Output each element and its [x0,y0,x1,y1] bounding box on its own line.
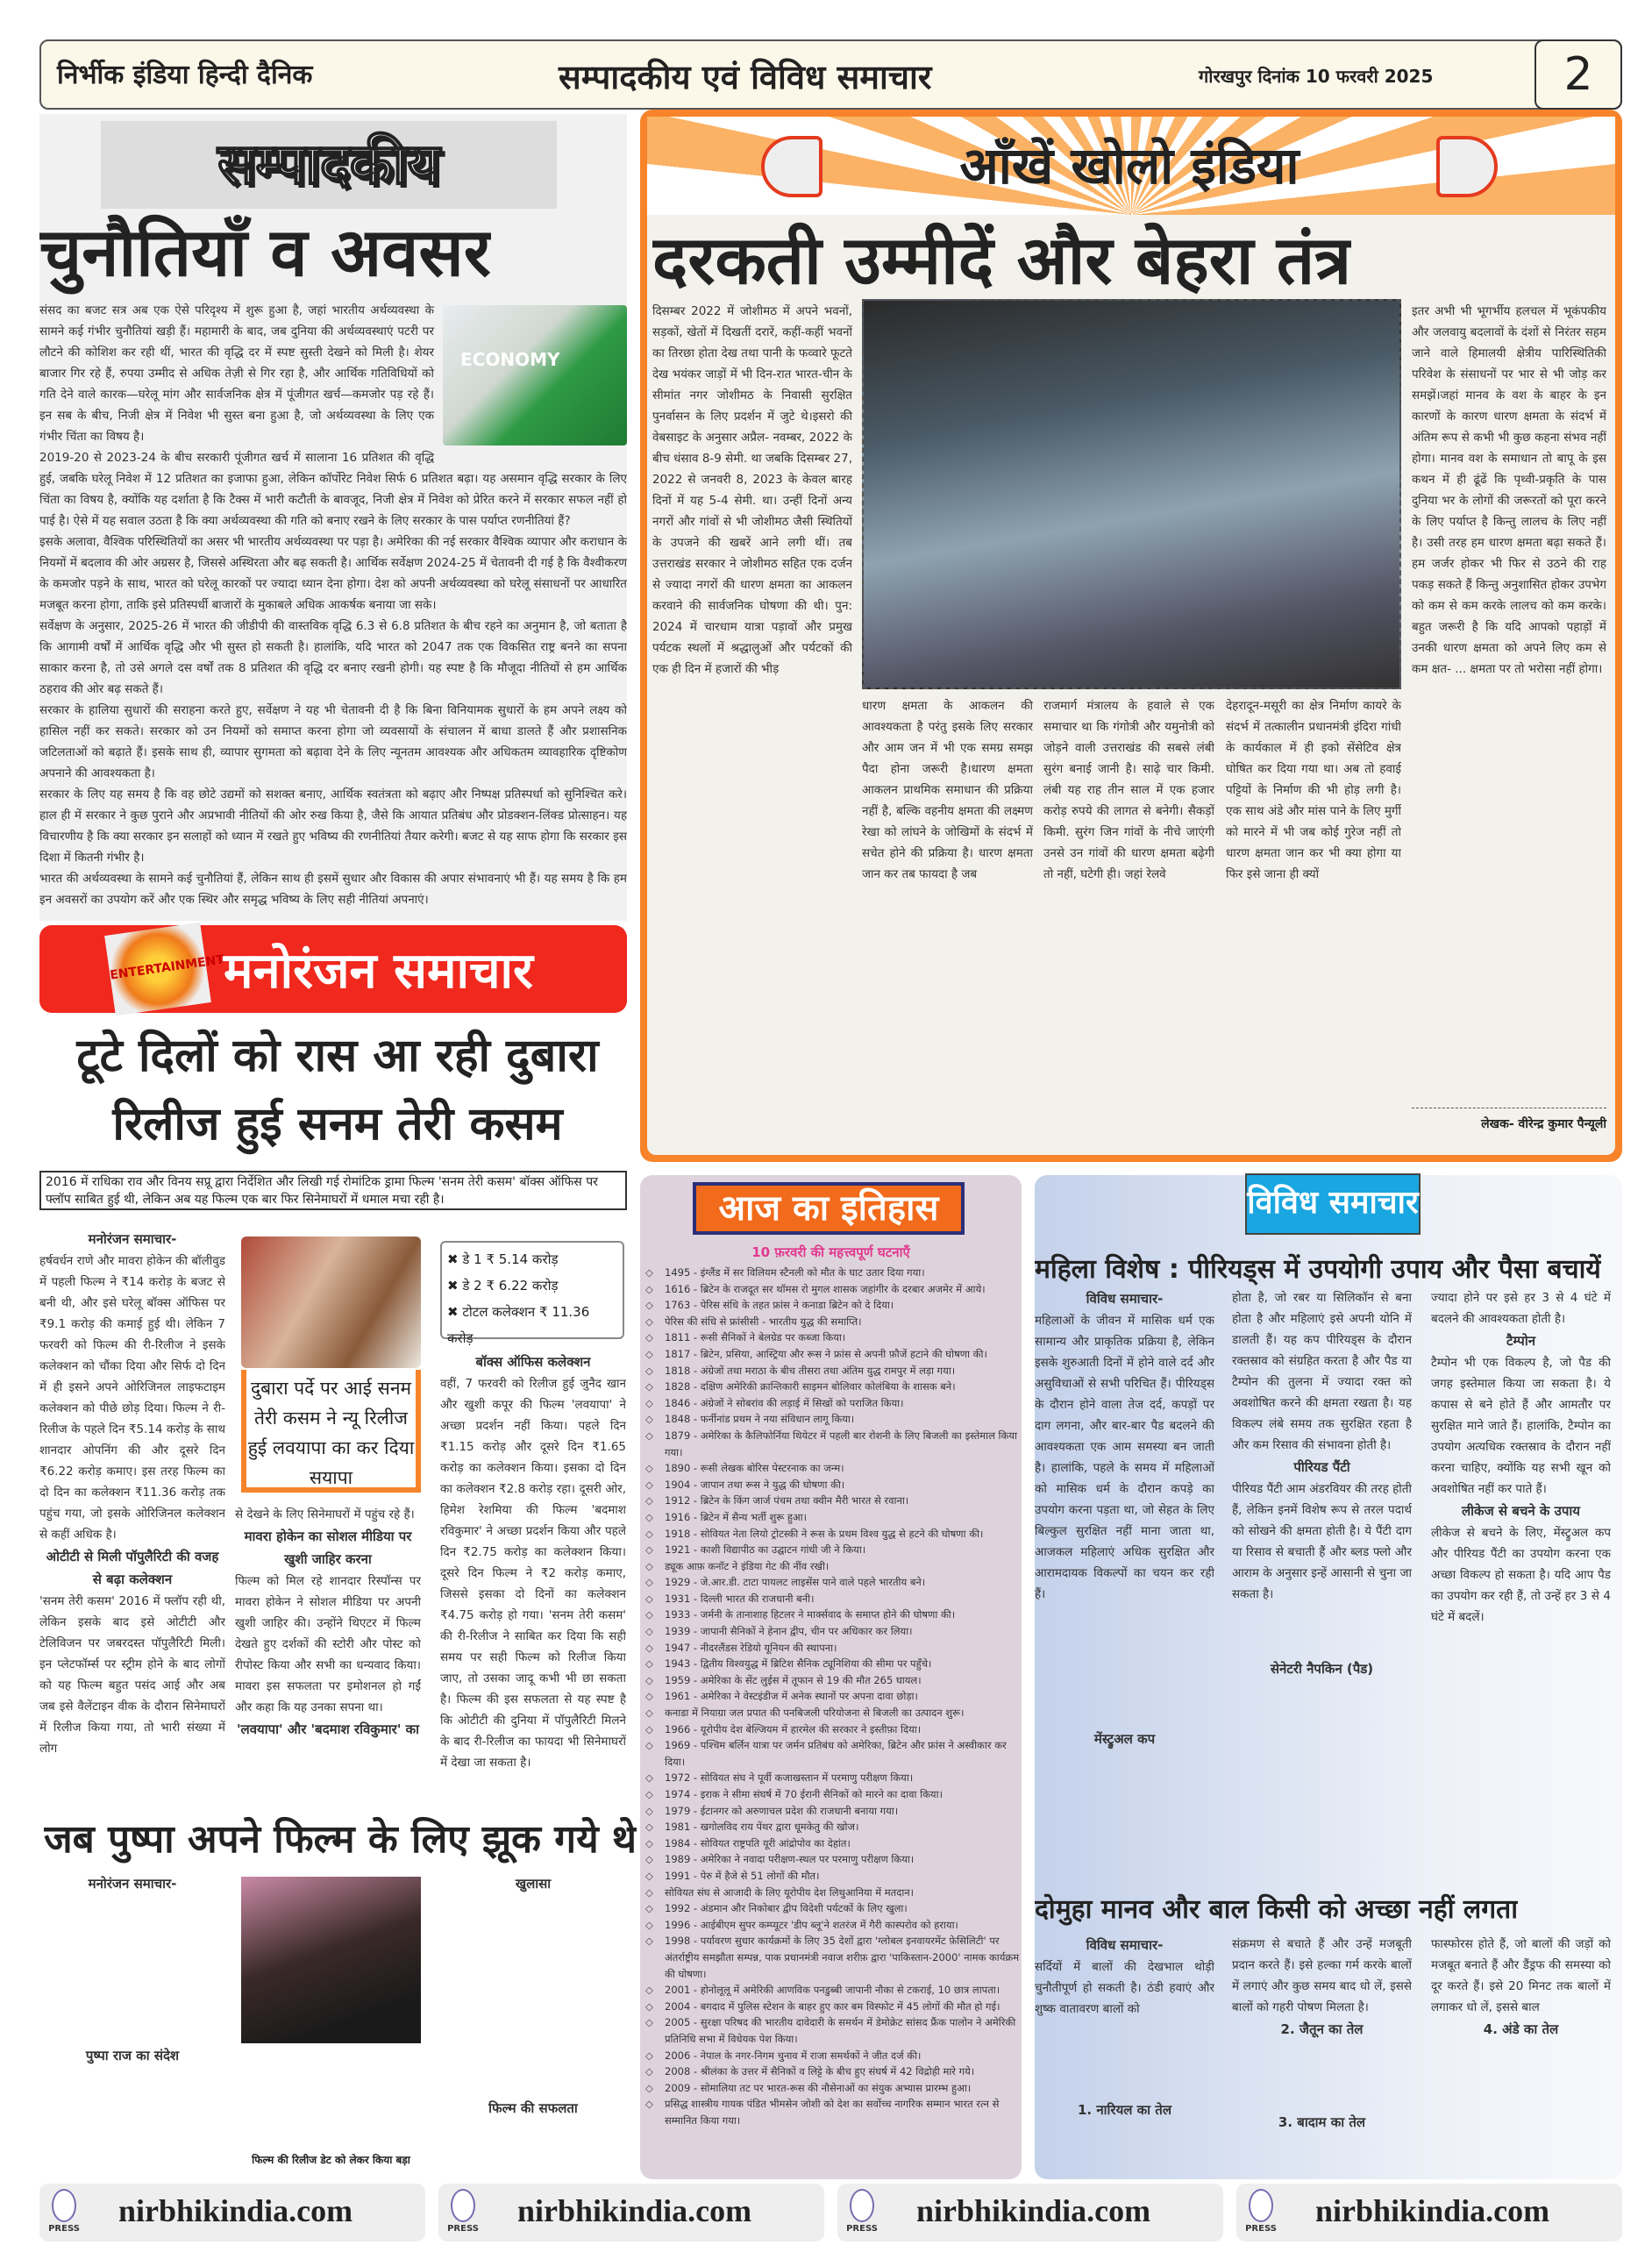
box-office-stats [440,1241,624,1346]
hair-col3 [1431,1934,1611,2170]
paragraph: लीकेज से बचने के लिए, मेंस्ट्रुअल कप और पीरियड पैंटी का उपयोग करना एक अच्छा विकल्प हो सकता है। यदि आप पैड का उपयोग कर रही हैं, तो उन्हें हर 3 से 4 घंटे में बदलें। [1431,1526,1611,1624]
history-events-list [645,1265,1020,2128]
press-badge: PRESS [1245,2224,1277,2234]
joshimath-col2: धारण क्षमता के आकलन की आवश्यकता है परंतु इसके लिए सरकार और आम जन में भी एक समग्र समझ पैदा होना जरूरी है।धारण क्षमता आकलन प्राथमिक समाधान की प्रक्रिया नहीं है, बल्कि वहनीय क्षमता की लक्ष्मण रेखा को लांघने के जोखिमों के संदर्भ में सचेत होने की प्रक्रिया है। धारण क्षमता जान कर तब फायदा है जब [862,699,1033,881]
history-event: ◇ पेरिस की संधि से फ्रांसीसी - भारतीय युद्ध की समाप्ति। [645,1314,1020,1330]
paragraph: फिल्म को मिल रहे शानदार रिस्पॉन्स पर मावरा होकेन ने सोशल मीडिया पर अपनी खुशी जाहिर की। उन्होंने थिएटर में फिल्म देखते हुए दर्शकों की स्टोरी और पोस्ट को रीपोस्ट किया और सभी का धन्यवाद किया। मावरा इस सफलता पर इमोशनल हो गईं और कहा कि यह उनका सपना था। [235,1574,421,1714]
actor-photo [241,1877,421,2043]
joshimath-col1: दिसम्बर 2022 में जोशीमठ में अपने भवनों, सड़कों, खेतों में दिखतीं दरारें, कहीं-कहीं भवनों का तिरछा होता देख तथा पानी के फव्वारे फूटते देख भयंकर जाड़ों में भी दिन-रात भारत-चीन के सीमांत नगर जोशीमठ के निवासी सुरक्षित पुनर्वासन के लिए प्रदर्शन में जुटे थे।इसरो की वेबसाइट के अनुसार अप्रैल- नवम्बर, 2022 के बीच धंसाव 8-9 सेमी. था जबकि दिसम्बर 27, 2022 से जनवरी 8, 2023 के केवल बारह दिनों में यह 5-4 सेमी. था। उन्हीं दिनों अन्य नगरों और गांवों से भी जोशीमठ जैसी स्थितियों के उपजने की खबरें आने लगी थीं। तब उत्तराखंड सरकार ने जोशीमठ सहित एक दर्जन से ज्यादा नगरों की धारण क्षमता का आकलन करवाने की सार्वजनिक घोषणा की थी। पुन: 2024 में चारधाम यात्रा पड़ावों और प्रमुख पर्यटक स्थलों में श्रद्धालुओं और पर्यटकों की एक ही दिन में हजारों की भीड़ [652,304,852,676]
film-still-image [241,1237,421,1368]
stat-day2: ✖ डे 2 ₹ 6.22 करोड़ [447,1278,559,1294]
history-event: ◇ 1931 - दिल्ली भारत की राजधानी बनी। [645,1591,1020,1607]
history-event: ◇ 1763 - पेरिस संधि के तहत फ्रांस ने कनाडा ब्रिटेन को दे दिया। [645,1297,1020,1314]
subheading: ओटीटी से मिली पॉपुलैरिटी की वजह से बढ़ा कलेक्शन [46,1549,219,1587]
subheading: मेंस्ट्रुअल कप [1093,1731,1156,1747]
economy-image [443,305,627,445]
photo-caption: फिल्म की रिलीज डेट को लेकर किया बड़ा [252,2154,410,2166]
history-event: ◇ 2009 - सोमालिया तट पर भारत-रूस की नौसेनाओं का संयुक अभ्यास प्रारम्भ हुआ। [645,2080,1020,2097]
subheading: पुष्पा राज का संदेश [85,2048,180,2063]
periods-col3 [1431,1287,1611,1884]
pushpa-col1 [39,1872,225,2179]
press-logo-icon [451,2189,475,2222]
paragraph: भारत की अर्थव्यवस्था के सामने कई चुनौतियां हैं, लेकिन साथ ही इसमें सुधार और विकास की अपार संभावनाएं भी हैं। यह समय है कि हम इन अवसरों का उपयोग करें और एक स्थिर और समृद्ध भविष्य के लिए सही नीतियां अपनाएं। [39,872,627,907]
entertainment-banner [39,925,627,1013]
history-event: ◇ 1912 - ब्रिटेन के किंग जार्ज पंचम तथा क्वीन मैरी भारत से रवाना। [645,1493,1020,1509]
subheading: खुलासा [515,1876,552,1892]
history-event: ◇ 1495 - इंग्लैंड में सर विलियम स्टैनली को मौत के घाट उतार दिया गया। [645,1265,1020,1281]
subheading: फिल्म की सफलता [488,2100,578,2116]
history-subtitle: 10 फ़रवरी की महत्त्वपूर्ण घटनाएँ [751,1244,910,1260]
paragraph: इसके अलावा, वैश्विक परिस्थितियों का असर भी भारतीय अर्थव्यवस्था पर पड़ा है। अमेरिका की नई सरकार वैश्विक व्यापार और कराधान के नियमों में बदलाव की ओर अग्रसर है, जिससे अस्थिरता और बढ़ सकती है। आर्थिक सर्वेक्षण 2024-25 में चेतावनी दी गई है कि वैश्वीकरण के कमजोर पड़ने के साथ, भारत को घरेलू कारकों पर ज्यादा ध्यान देना होगा। देश को अपनी अर्थव्यवस्था को घरेलू संसाधनों पर आधारित मजबूत करना होगा, ताकि इसे प्रतिस्पर्धी बाजारों के मुकाबले अधिक आकर्षक बनाया जा सके। [39,535,627,612]
history-event: ◇ 2004 - बगदाद में पुलिस स्टेशन के बाहर हुए कार बम विस्फोट में 45 लोगों की मौत हो गई। [645,1999,1020,2015]
paragraph: 2019-20 से 2023-24 के बीच सरकारी पूंजीगत खर्च में सालाना 16 प्रतिशत की वृद्धि हुई, जबकि घरेलू निवेश में 12 प्रतिशत का इजाफा हुआ, लेकिन कॉर्पोरेट निवेश सिर्फ 6 प्रतिशत बढ़ा। यह असमान वृद्धि सरकार के लिए चिंता का विषय है, क्योंकि यह दर्शाता है कि टैक्स में भारी कटौती के बावजूद, निजी क्षेत्र में निवेश को प्रेरित करने में सरकार सफल नहीं हो पाई है। ऐसे में यह सवाल उठता है कि क्या अर्थव्यवस्था की गति को बनाए रखने के लिए सरकार के पास पर्याप्त रणनीतियां हैं? [39,451,627,528]
history-event: ◇ 1616 - ब्रिटेन के राजदूत सर थॉमस रो मुगल शासक जहांगीर के दरबार अजमेर में आये। [645,1281,1020,1298]
editorial-headline: चुनौतियाँ व अवसर [39,213,491,291]
website-url[interactable]: nirbhikindia.com [1315,2193,1550,2228]
history-event: ◇ 1848 - फर्नीनांड प्रथम ने नया संविधान लागू किया। [645,1411,1020,1428]
history-event: ◇ 1846 - अंग्रेजों ने सोबरांव की लड़ाई में सिखों को पराजित किया। [645,1395,1020,1412]
entertainment-col3 [440,1351,626,1785]
history-event: ◇ 1921 - काशी विद्यापीठ का उद्घाटन गांधी जी ने किया। [645,1542,1020,1558]
paragraph: 'सनम तेरी कसम' 2016 में फ्लॉप रही थी, लेकिन इसके बाद इसे ओटीटी और टेलिविजन पर जबरदस्त पॉपुलैरिटी मिली। इन प्लेटफॉर्म्स पर स्ट्रीम होने के बाद लोगों को यह फिल्म बहुत पसंद आई और अब जब इसे वैलेंटाइन वीक के दौरान सिनेमाघरों में रिलीज किया गया, तो भारी संख्या में लोग [39,1594,225,1756]
paragraph: संक्रमण से बचाते हैं और उन्हें मजबूती प्रदान करते हैं। इसे हल्का गर्म करके बालों में लगाएं और कुछ समय बाद धो लें, इससे बालों को गहरी पोषण मिलता है। [1232,1937,1412,2014]
editorial-section [39,114,627,921]
megaphone-icon [1436,136,1498,197]
history-event: ◇ 1984 - सोवियत राष्ट्रपति यूरी आंद्रोपोव का देहांत। [645,1835,1020,1852]
pushpa-headline: जब पुष्पा अपने फिल्म के लिए झूक गये थे [44,1817,637,1862]
section-banner [647,117,1615,215]
entertainment-logo: ENTERTAINMENT [104,923,211,1016]
history-event: ◇ 2001 - होनोलूलू में अमेरिकी आणविक पनडुब्बी जापानी नौका से टकराई, 10 छात्र लापता। [645,1982,1020,1999]
history-event: ◇ 1828 - दक्षिण अमेरिकी क्रान्तिकारी साइमन बोलिवार कोलंबिया के शासक बने। [645,1379,1020,1395]
history-event: ◇ 1939 - जापानी सैनिकों ने हेनान द्वीप, चीन पर अधिकार कर लिया। [645,1623,1020,1640]
history-event: ◇ कनाडा में नियाग्रा जल प्रपात की पनबिजली परियोजना से बिजली का उत्पादन शुरू। [645,1705,1020,1721]
pull-quote: दुबारा पर्दे पर आई सनम तेरी कसम ने न्यू रिलीज हुई लवयापा का कर दिया सयापा [241,1370,421,1493]
subheading: मावरा होकेन का सोशल मीडिया पर खुशी जाहिर करना [244,1529,412,1567]
subheading: 'लवयापा' और 'बदमाश रविकुमार' का [236,1721,420,1737]
joshimath-col5: इतर अभी भी भूगर्भीय हलचल में भूकंपकीय और जलवायु बदलावों के दंशों से निरंतर सहम जाने वाले हिमालयी क्षेत्रीय पारिस्थितिकी परिवेश के संसाधनों पर भार से भी जोड़ कर समझें।जहां मानव के वश के बाहर के इन कारणों के कारण धारण क्षमता के संदर्भ में अंतिम रूप से कभी भी कुछ कहना संभव नहीं होगा। मानव वश के समाधान तो बापू के इस कथन में ही ढूंढें कि पृथ्वी-प्रकृति के पास दुनिया भर के लोगों की जरूरतों को पूरा करने के लिए पर्याप्त है किन्तु लालच के लिए नहीं है। उसी तरह हम धारण क्षमता बढ़ा सकते हैं। हम जर्जर होकर भी फिर से उठने की राह पकड़ सकते हैं किन्तु अनुशासित होकर उपभेग को कम से कम करके लालच को कम करके।बहुत जरूरी है कि यदि आपको पहाड़ों में उनकी धारण क्षमता को अपने लिए कम से कम क्षत- ... क्षमता पर तो भरोसा नहीं होगा। [1412,304,1606,676]
subheading: बॉक्स ऑफिस कलेक्शन [475,1354,591,1370]
history-event: ◇ 1916 - ब्रिटेन में सैन्य भर्ती शुरू हुआ। [645,1509,1020,1526]
history-event: ◇ 1969 - पश्चिम बर्लिन यात्रा पर जर्मन प्रतिबंध को अमेरिका, ब्रिटेन और फ्रांस ने अस्वीकार कर दिया। [645,1737,1020,1770]
periods-col2 [1232,1287,1412,1884]
vividh-samachar-section [1035,1175,1622,2179]
subheading: 3. बादाम का तेल [1278,2114,1366,2130]
press-badge: PRESS [846,2224,878,2234]
byline: विविध समाचार- [1086,1291,1164,1307]
footer-website[interactable] [1236,2184,1622,2241]
history-event: ◇ 1817 - ब्रिटेन, प्रसिया, आस्ट्रिया और रूस ने फ्रांस से अपनी फ़ौजें हटाने की घोषणा की। [645,1346,1020,1363]
subheading: टैम्पोन [1506,1333,1536,1349]
website-url[interactable]: nirbhikindia.com [118,2193,353,2228]
entertainment-col2 [235,1504,421,1785]
history-banner: आज का इतिहास [693,1182,965,1235]
paragraph: हर्षवर्धन राणे और मावरा होकेन की बॉलीवुड में पहली फिल्म ने ₹14 करोड़ के बजट से बनी थी, और इसे घरेलू बॉक्स ऑफिस पर ₹9.1 करोड़ की कमाई हुई थी। लेकिन 7 फरवरी को फिल्म की री-रिलीज ने इसके कलेक्शन को चौंका दिया और सिर्फ दो दिन में ही इसने अपने ओरिजिनल लाइफटाइम कलेक्शन को पीछे छोड़ दिया। फिल्म ने री-रिलीज के पहले दिन ₹5.14 करोड़ के साथ शानदार ओपनिंग की और दूसरे दिन ₹6.22 करोड़ कमाए। इस तरह फिल्म का दो दिन का कलेक्शन ₹11.36 करोड़ तक पहुंच गया, जो इसके ओरिजिनल कलेक्शन से कहीं अधिक है। [39,1254,225,1542]
history-event: ◇ 1974 - इराक ने सीमा संघर्ष में 70 ईरानी सैनिकों को मारने का दावा किया। [645,1786,1020,1803]
history-event: ◇ 1981 - खगोलविद राय पेंथर द्वारा धूमकेतु की खोज। [645,1819,1020,1835]
history-event: ◇ 1818 - अंग्रेजों तथा मराठा के बीच तीसरा तथा अंतिम युद्ध रामपुर में लड़ा गया। [645,1363,1020,1379]
paragraph: सर्वेक्षण के अनुसार, 2025-26 में भारत की जीडीपी की वास्तविक वृद्धि 6.3 से 6.8 प्रतिशत के बीच रहने का अनुमान है, जो बताता है कि आगामी वर्षों में आर्थिक वृद्धि और भी सुस्त हो सकती है। हालांकि, यदि भारत को 2047 तक एक विकसित राष्ट्र बनने का सपना साकार करना है, तो उसे अगले दस वर्षों तक 8 प्रतिशत की वृद्धि दर बनाए रखनी होगी। यह स्पष्ट है कि मौजूदा नीतियों से हम आर्थिक ठहराव की ओर बढ़ सकते हैं। [39,619,627,696]
press-logo-icon [52,2189,76,2222]
history-event: ◇ 1989 - अमेरिका ने नवादा परीक्षण-स्थल पर परमाणु परीक्षण किया। [645,1851,1020,1868]
footer-website[interactable] [837,2184,1223,2241]
press-badge: PRESS [447,2224,479,2234]
history-event: ◇ 1879 - अमेरिका के कैलिफोर्निया थियेटर में पहली बार रोशनी के लिए बिजली का इस्तेमाल किया गया। [645,1428,1020,1460]
history-event: ◇ 2006 - नेपाल के नगर-निगम चुनाव में राजा समर्थकों ने जीत दर्ज की। [645,2048,1020,2064]
history-event: ◇ 1998 - पर्यावरण सुधार कार्यक्रमों के लिए 35 देशों द्वारा 'ग्लोबल इनवायरमेंट फ़ेसिलिटी' पर अंतर्राष्ट्रीय समझौता सम्पन्न, पाक प्रधानमंत्री नवाज शरीफ़ द्वारा 'पाकिस्तान-2000' नामक कार्यक्रम की घोषणा। [645,1933,1020,1982]
history-event: ◇ 1959 - अमेरिका के सेंट लुईस में तूफान से 19 की मौत 265 घायल। [645,1672,1020,1689]
section-title: सम्पादकीय एवं विविध समाचार [559,58,932,96]
aankhen-kholo-india-section [640,110,1622,1162]
stat-day1: ✖ डे 1 ₹ 5.14 करोड़ [447,1251,559,1267]
history-event: ◇ 1996 - आईबीएम सुपर कम्प्यूटर 'डीप ब्लू'ने शतरंज में गैरी कास्परोव को हराया। [645,1917,1020,1934]
page-number: 2 [1535,39,1622,110]
image-label: ECONOMY [460,349,560,370]
history-event: ◇ 1991 - पेरु में हैजे से 51 लोगों की मौत। [645,1868,1020,1885]
paragraph: टैम्पोन भी एक विकल्प है, जो पैड की जगह इस्तेमाल किया जा सकता है। ये कपास से बने होते हैं और आमतौर पर सुरक्षित माने जाते हैं। हालांकि, टैम्पोन का उपयोग अत्यधिक रक्तस्राव के दौरान नहीं करना चाहिए, क्योंकि यह सभी खून को अवशोषित नहीं कर पाते हैं। [1431,1356,1611,1496]
footer-website[interactable] [39,2184,425,2241]
history-event: ◇ 1929 - जे.आर.डी. टाटा पायलट लाइसेंस पाने वाले पहले भारतीय बने। [645,1574,1020,1591]
paragraph: सर्दियों में बालों की देखभाल थोड़ी चुनौतीपूर्ण हो सकती है। ठंडी हवाएं और शुष्क वातावरण बालों को [1035,1960,1214,2016]
periods-headline: महिला विशेष : पीरियड्स में उपयोगी उपाय और पैसा बचायें [1035,1254,1601,1285]
paper-name: निर्भीक इंडिया हिन्दी दैनिक [57,60,313,90]
history-event: ◇ 2005 - सुरक्षा परिषद की भारतीय दावेदारी के समर्थन में डेमोक्रेट सांसद फ्रैंक पालोन ने अमेरिकी प्रतिनिधि सभा में विधेयक पेश किया। [645,2014,1020,2047]
history-event: ◇ सोवियत संघ से आजादी के लिए यूरोपीय देश लिथुआनिया में मतदान। [645,1885,1020,1901]
joshimath-col4: देहरादून-मसूरी का क्षेत्र निर्माण कायरे के संदर्भ में तत्कालीन प्रधानमंत्री इंदिरा गांधी के कार्यकाल में ही इको सेंसेटिव क्षेत्र घोषित कर दिया गया था। अब तो हवाई पट्टियों के निर्माण की भी होड़ लगी है। एक साथ अंडे और मांस पाने के लिए मुर्गी को मारने में भी जब कोई गुरेज नहीं तो धारण क्षमता जान कर भी क्या होगा या फिर इसे जाना ही क्यों [1226,699,1401,881]
history-event: ◇ 1972 - सोवियत संघ ने पूर्वी कजाखस्तान में परमाणु परीक्षण किया। [645,1770,1020,1786]
cracked-road-photo [862,299,1401,689]
subheading: 2. जैतून का तेल [1280,2021,1364,2037]
byline: मनोरंजन समाचार- [88,1876,177,1892]
paragraph: संसद का बजट सत्र अब एक ऐसे परिदृश्य में शुरू हुआ है, जहां भारतीय अर्थव्यवस्था के सामने कई गंभीर चुनौतियां खड़ी हैं। महामारी के बाद, जब दुनिया की अर्थव्यवस्थाएं पटरी पर लौटने की कोशिश कर रही थीं, भारत की वृद्धि दर में स्पष्ट सुस्ती देखने को मिली है। शेयर बाजार गिर रहे हैं, रुपया उम्मीद से अधिक तेज़ी से गिर रहा है, और आर्थिक गतिविधियों को गति देने वाले कारक—घरेलू मांग और सार्वजनिक क्षेत्र में पूंजीगत खर्च—कमजोर पड़ रहे हैं। इन सब के बीच, निजी क्षेत्र में निवेश भी सुस्त बना हुआ है, जो अर्थव्यवस्था के लिए एक गंभीर चिंता का विषय है। [39,303,434,444]
stat-text: डे 2 ₹ 6.22 करोड़ [462,1278,559,1294]
history-event: ◇ 1933 - जर्मनी के तानाशाह हिटलर ने मार्क्सवाद के समाप्त होने की घोषणा की। [645,1607,1020,1623]
history-event: ◇ 1890 - रूसी लेखक बोरिस पेस्टरनाक का जन्म। [645,1460,1020,1477]
aaj-ka-itihas-section [640,1175,1022,2179]
joshimath-headline: दरकती उम्मीदें और बेहरा तंत्र [652,221,1352,299]
history-event: ◇ ड्यूक आफ़ कनॉट ने इंडिया गेट की नींव रखी। [645,1558,1020,1575]
history-event: ◇ 1943 - द्वितीय विश्वयुद्ध में ब्रिटिश सैनिक ट्यूनिशिया की सीमा पर पहुँचे। [645,1656,1020,1672]
subheading: लीकेज से बचने के उपाय [1462,1503,1580,1519]
entertainment-summary: 2016 में राधिका राव और विनय सप्रू द्वारा निर्देशित और लिखी गई रोमांटिक ड्रामा फिल्म 'सनम तेरी कसम' बॉक्स ऑफिस पर फ्लॉप साबित हुई थी, लेकिन अब यह फिल्म एक बार फिर सिनेमाघरों में धमाल मचा रही है। [39,1171,627,1210]
history-event: ◇ प्रसिद्ध शास्त्रीय गायक पंडित भीमसेन जोशी को देश का सर्वोच्च नागरिक सम्मान भारत रत्न से सम्मानित किया गया। [645,2096,1020,2128]
website-url[interactable]: nirbhikindia.com [517,2193,752,2228]
entertainment-title: मनोरंजन समाचार [224,943,533,1000]
pushpa-col3 [440,1872,626,2179]
banner-title: आँखें खोलो इंडिया [959,136,1300,196]
megaphone-icon [761,136,822,197]
subheading: 4. अंडे का तेल [1483,2021,1559,2037]
stat-text: टोटल कलेक्शन ₹ 11.36 करोड़ [447,1304,590,1346]
press-logo-icon [850,2189,874,2222]
hair-col1 [1035,1934,1214,2170]
periods-col1 [1035,1287,1214,1884]
hair-headline: दोमुहा मानव और बाल किसी को अच्छा नहीं लगता [1035,1894,1519,1925]
paragraph: वहीं, 7 फरवरी को रिलीज हुई जुनैद खान और खुशी कपूर की फिल्म 'लवयापा' ने अच्छा प्रदर्शन नहीं किया। पहले दिन ₹1.15 करोड़ और दूसरे दिन ₹1.65 करोड़ का कलेक्शन किया। इसका दो दिन का कलेक्शन ₹2.8 करोड़ रहा। दूसरी ओर, हिमेश रेशमिया की फिल्म 'बदमाश रविकुमार' ने अच्छा प्रदर्शन किया और पहले दिन ₹2.75 करोड़ का कलेक्शन किया। दूसरे दिन फिल्म ने ₹2 करोड़ कमाए, जिससे इसका दो दिनों का कलेक्शन ₹4.75 करोड़ हो गया। 'सनम तेरी कसम' की री-रिलीज ने साबित कर दिया कि सही समय पर सही फिल्म को रिलीज किया जाए, तो उसका जादू कभी भी छा सकता है। फिल्म की इस सफलता से यह स्पष्ट है कि ओटीटी की दुनिया में पॉपुलैरिटी मिलने के बाद री-रिलीज का फायदा भी सिनेमाघरों में देखा जा सकता है। [440,1377,626,1770]
paragraph: होता है, जो रबर या सिलिकॉन से बना होता है और महिलाएं इसे अपनी योनि में डालती हैं। यह कप पीरियड्स के दौरान रक्तस्राव को संग्रहित करता है और पैड या टैम्पोन की तुलना में ज्यादा रक्त को अवशोषित करने की क्षमता रखता है। यह विकल्प लंबे समय तक सुरक्षित रहता है और कम रिसाव की संभावना होती है। [1232,1291,1412,1452]
stat-text: डे 1 ₹ 5.14 करोड़ [462,1251,559,1267]
history-event: ◇ 1961 - अमेरिका ने वेस्टइंडीज में अनेक स्थानों पर अपना दावा छोड़ा। [645,1688,1020,1705]
subheading: पीरियड पैंटी [1293,1459,1350,1475]
history-event: ◇ 1811 - रूसी सैनिकों ने बेलग्रेड पर कब्जा किया। [645,1329,1020,1346]
editorial-banner: सम्पादकीय [101,121,557,209]
dateline: गोरखपुर दिनांक 10 फरवरी 2025 [1199,66,1434,87]
masthead [39,39,1622,110]
history-event: ◇ 1979 - ईटानगर को अरुणाचल प्रदेश की राजधानी बनाया गया। [645,1803,1020,1820]
paragraph: सरकार के लिए यह समय है कि वह छोटे उद्यमों को सशक्त बनाए, आर्थिक स्वतंत्रता को बढ़ाए और निष्पक्ष प्रतिस्पर्धा को सुनिश्चित करे। हाल ही में सरकार ने कुछ पुराने और अप्रभावी नीतियों की ओर रुख किया है, जैसे कि आयात प्रतिबंध और प्रोडक्शन-लिंक्ड प्रोत्साहन। यह विचारणीय है कि क्या सरकार इन सलाहों को ध्यान में रखते हुए भविष्य की रणनीतियां तैयार करेगी। बजट से यह साफ होगा कि सरकार इस दिशा में कितनी गंभीर है। [39,788,627,865]
history-event: ◇ 2008 - श्रीलंका के उत्तर में सैनिकों व लिट्टे के बीच हुए संघर्ष में 42 विद्रोही मारे गये। [645,2063,1020,2080]
history-event: ◇ 1918 - सोवियत नेता लियो ट्रोटस्की ने रूस के प्रथम विश्व युद्ध से हटने की घोषणा की। [645,1526,1020,1543]
press-logo-icon [1249,2189,1273,2222]
footer-website[interactable] [438,2184,824,2241]
entertainment-headline: टूटे दिलों को रास आ रही दुबारा रिलीज हुई सनम तेरी कसम [76,1030,599,1151]
section-inner [647,117,1615,1155]
history-event: ◇ 1947 - नीदरलैंडस रेडियो यूनियन की स्थापना। [645,1640,1020,1657]
paragraph: पीरियड पैंटी आम अंडरवियर की तरह होती हैं, लेकिन इनमें विशेष रूप से तरल पदार्थ को सोखने की क्षमता होती है। ये पैंटी दाग या रिसाव से बचाती हैं और ब्लड फ्लो और आराम के अनुसार इन्हें आसानी से चुना जा सकता है। [1232,1482,1412,1601]
vividh-banner: विविध समाचार [1245,1173,1421,1235]
byline: मनोरंजन समाचार- [88,1231,177,1247]
paragraph: से देखने के लिए सिनेमाघरों में पहुंच रहे हैं। [235,1507,415,1522]
hair-col2 [1232,1934,1412,2170]
editorial-body [39,300,627,914]
paragraph: फास्फोरस होते हैं, जो बालों की जड़ों को मजबूत बनाते हैं और डैंड्रफ की समस्या को दूर करते हैं। इसे 20 मिनट तक बालों में लगाकर धो लें, इससे बाल [1431,1937,1611,2014]
history-event: ◇ 1904 - जापान तथा रूस ने युद्ध की घोषणा की। [645,1477,1020,1493]
joshimath-col3: राजमार्ग मंत्रालय के हवाले से एक समाचार था कि गंगोत्री और यमुनोत्री को जोड़ने वाली उत्तराखंड की सबसे लंबी सुरंग बनाई जानी है। साढ़े चार किमी. लंबी यह राह तीन साल में एक हजार करोड़ रुपये की लागत से बनेगी। सैकड़ों किमी. सुरंग जिन गांवों के नीचे जाएंगी उनसे उन गांवों की धारण क्षमता बढ़ेगी तो नहीं, घटेगी ही। जहां रेलवे [1043,699,1214,881]
press-badge: PRESS [48,2224,80,2234]
subheading: 1. नारियल का तेल [1077,2102,1172,2118]
history-event: ◇ 1992 - अंडमान और निकोबार द्वीप विदेशी पर्यटकों के लिए खुला। [645,1900,1020,1917]
paragraph: महिलाओं के जीवन में मासिक धर्म एक सामान्य और प्राकृतिक प्रक्रिया है, लेकिन इसके शुरुआती दिनों में होने वाले दर्द और असुविधाओं से सभी परिचित हैं। पीरियड्स के दौरान होने वाला तेज दर्द, कपड़ों पर दाग लगना, और बार-बार पैड बदलने की आवश्यकता एक आम समस्या बन जाती है। हालांकि, पहले के समय में महिलाओं को मासिक धर्म के दौरान कपड़े का उपयोग करना पड़ता था, जो सेहत के लिए बिल्कुल सुरक्षित नहीं माना जाता था, आजकल महिलाएं अधिक सुरक्षित और आरामदायक विकल्पों का चयन कर रही हैं। [1035,1314,1214,1601]
history-event: ◇ 1966 - यूरोपीय देश बेल्जियम में हारमेल की सरकार ने इस्तीफ़ा दिया। [645,1721,1020,1738]
paragraph: ज्यादा होने पर इसे हर 3 से 4 घंटे में बदलने की आवश्यकता होती है। [1431,1291,1611,1326]
author-byline: लेखक- वीरेन्द्र कुमार पैन्यूली [1412,1108,1606,1132]
stat-total: ✖ टोटल कलेक्शन ₹ 11.36 करोड़ [447,1304,590,1346]
entertainment-col1 [39,1228,225,1785]
website-url[interactable]: nirbhikindia.com [916,2193,1151,2228]
subheading: सेनेटरी नैपकिन (पैड) [1270,1661,1374,1677]
byline: विविध समाचार- [1086,1937,1164,1953]
paragraph: सरकार के हालिया सुधारों की सराहना करते हुए, सर्वेक्षण ने यह भी चेतावनी दी है कि बिना विनियामक सुधारों के हम अपने लक्ष्य को हासिल नहीं कर सकते। सरकार को उन नियमों को समाप्त करना होगा जो व्यवसायों के संचालन में बाधा डालते हैं और प्रशासनिक जटिलताओं को बढ़ाते हैं। इसके साथ ही, व्यापार सुगमता को बढ़ावा देने के लिए न्यूनतम आवश्यक और अधिकतम व्यावहारिक दृष्टिकोण अपनाने की आवश्यकता है। [39,703,627,780]
